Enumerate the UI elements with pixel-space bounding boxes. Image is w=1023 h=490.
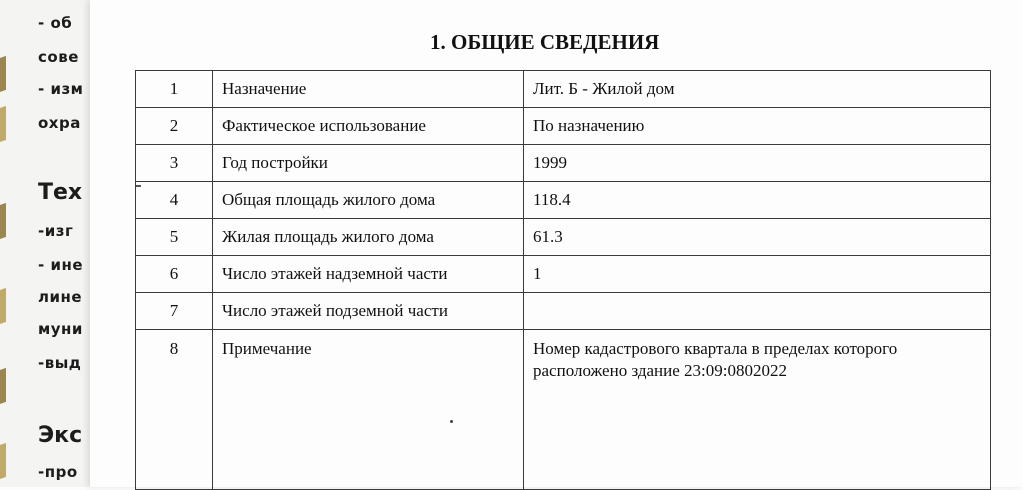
gold-stripe [0,56,6,94]
left-page-fragment: лине [38,288,83,306]
left-page-fragment: - изм [38,80,84,98]
row-number: 4 [136,182,213,219]
row-value: 1999 [524,145,991,182]
left-page-fragment: - ине [38,256,83,274]
table-row [136,293,991,330]
row-number: 3 [136,145,213,182]
row-value [524,293,991,330]
row-label: Число этажей подземной части [213,293,524,330]
left-page-fragment: -выд [38,354,82,372]
row-label: Назначение [213,71,524,108]
left-page-fragment: - об [38,14,73,32]
left-page-fragment: муни [38,320,83,338]
left-page-heading-fragment: Экс [38,423,83,448]
left-page-fragment: -про [38,463,78,481]
row-number: 6 [136,256,213,293]
left-page-fragment: охра [38,114,81,132]
row-number: 1 [136,71,213,108]
row-number: 2 [136,108,213,145]
table-row [136,108,991,145]
left-page-fragment: сове [38,48,79,66]
section-title: 1. ОБЩИЕ СВЕДЕНИЯ [430,30,660,54]
general-info-table [135,70,991,490]
row-number: 7 [136,293,213,330]
table-row-note [136,330,991,490]
table-row [136,256,991,293]
table-row [136,145,991,182]
gold-stripe [0,288,6,326]
row-label: Год постройки [213,145,524,182]
gold-stripe [0,203,6,241]
row-value: Лит. Б - Жилой дом [524,71,991,108]
gold-stripe [0,368,6,406]
row-value: 61.3 [524,219,991,256]
row-label: Примечание [213,330,524,490]
row-label: Общая площадь жилого дома [213,182,524,219]
row-value: Номер кадастрового квартала в пределах которого расположено здание 23:09:0802022 [524,330,991,490]
row-value: По назначению [524,108,991,145]
gold-stripe [0,106,6,144]
row-label: Жилая площадь жилого дома [213,219,524,256]
table-row [136,182,991,219]
left-page-fragment: -изг [38,222,74,240]
row-label: Фактическое использование [213,108,524,145]
scan-speck [450,420,453,423]
table-row [136,71,991,108]
row-value: 118.4 [524,182,991,219]
row-number: 8 [136,330,213,490]
underlying-page-edge [0,0,100,487]
row-value: 1 [524,256,991,293]
row-number: 5 [136,219,213,256]
document-sheet [90,0,1023,487]
row-label: Число этажей надземной части [213,256,524,293]
left-page-heading-fragment: Тех [38,180,83,205]
table-row [136,219,991,256]
gold-stripe [0,443,6,481]
